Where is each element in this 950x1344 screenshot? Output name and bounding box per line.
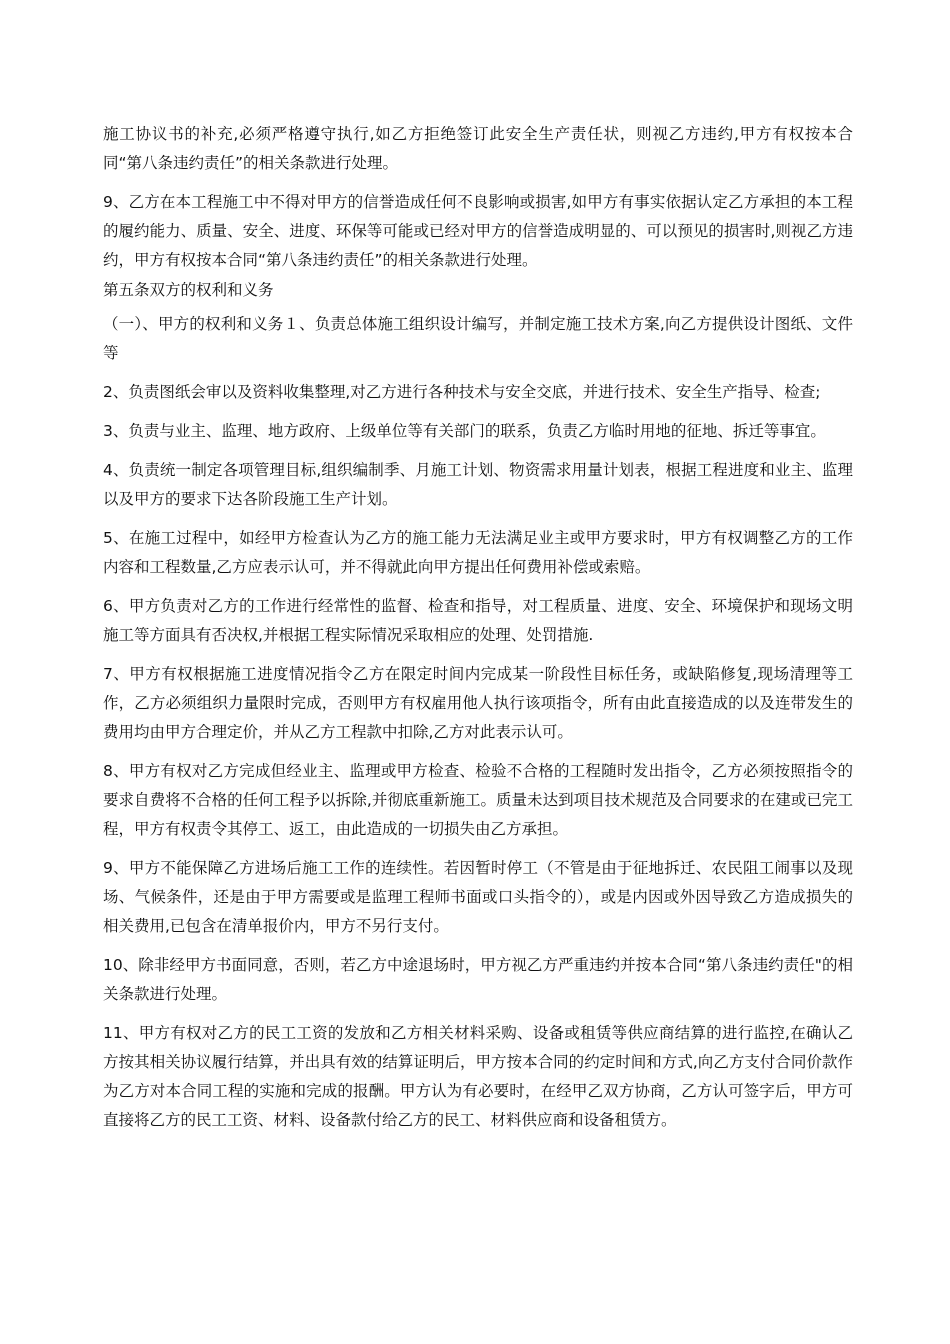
paragraph-party-a-item-9: 9、甲方不能保障乙方进场后施工工作的连续性。若因暂时停工（不管是由于征地拆迁、农民阻工闹事以及现场、气候条件，还是由于甲方需要或是监理工程师书面或口头指令的），或是内因或外因导致乙方造成损失的相关费用,已包含在清单报价内，甲方不另行支付。 [103,859,853,935]
document-body [103,120,853,1145]
paragraph-party-a-item-8: 8、甲方有权对乙方完成但经业主、监理或甲方检查、检验不合格的工程随时发出指令，乙方必须按照指令的要求自费将不合格的任何工程予以拆除,并彻底重新施工。质量未达到项目技术规范及合同要求的在建或已完工程，甲方有权责令其停工、返工，由此造成的一切损失由乙方承担。 [103,762,853,838]
paragraph-party-a-item-3: 3、负责与业主、监理、地方政府、上级单位等有关部门的联系，负责乙方临时用地的征地、拆迁等事宜。 [103,422,826,440]
paragraph-safety-liability: 施工协议书的补充,必须严格遵守执行,如乙方拒绝签订此安全生产责任状，则视乙方违约,甲方有权按本合同“第八条违约责任”的相关条款进行处理。 [103,125,853,172]
paragraph-party-a-item-2: 2、负责图纸会审以及资料收集整理,对乙方进行各种技术与安全交底，并进行技术、安全生产指导、检查; [103,383,821,401]
paragraph-party-a-item-4: 4、负责统一制定各项管理目标,组织编制季、月施工计划、物资需求用量计划表，根据工程进度和业主、监理以及甲方的要求下达各阶段施工生产计划。 [103,461,853,508]
paragraph-party-a-item-10: 10、除非经甲方书面同意，否则，若乙方中途退场时，甲方视乙方严重违约并按本合同“第八条违约责任"的相关条款进行处理。 [103,956,853,1003]
paragraph-party-a-item-11: 11、甲方有权对乙方的民工工资的发放和乙方相关材料采购、设备或租赁等供应商结算的进行监控,在确认乙方按其相关协议履行结算，并出具有效的结算证明后，甲方按本合同的约定时间和方式,向乙方支付合同价款作为乙方对本合同工程的实施和完成的报酬。甲方认为有必要时，在经甲乙双方协商，乙方认可签字后，甲方可直接将乙方的民工工资、材料、设备款付给乙方的民工、材料供应商和设备租赁方。 [103,1024,853,1129]
paragraph-item-9-reputation: 9、乙方在本工程施工中不得对甲方的信誉造成任何不良影响或损害,如甲方有事实依据认定乙方承担的本工程的履约能力、质量、安全、进度、环保等可能或已经对甲方的信誉造成明显的、可以预见的损害时,则视乙方违约，甲方有权按本合同“第八条违约责任”的相关条款进行处理。 [103,193,853,269]
paragraph-party-a-item-5: 5、在施工过程中，如经甲方检查认为乙方的施工能力无法满足业主或甲方要求时，甲方有权调整乙方的工作内容和工程数量,乙方应表示认可，并不得就此向甲方提出任何费用补偿或索赔。 [103,529,853,576]
paragraph-party-a-item-7: 7、甲方有权根据施工进度情况指令乙方在限定时间内完成某一阶段性目标任务，或缺陷修复,现场清理等工作，乙方必须组织力量限时完成，否则甲方有权雇用他人执行该项指令，所有由此直接造成的以及连带发生的费用均由甲方合理定价，并从乙方工程款中扣除,乙方对此表示认可。 [103,665,853,741]
paragraph-party-a-item-1: （一）、甲方的权利和义务１、负责总体施工组织设计编写，并制定施工技术方案,向乙方提供设计图纸、文件等 [103,315,853,362]
section-heading-article-5: 第五条双方的权利和义务 [103,281,274,299]
paragraph-party-a-item-6: 6、甲方负责对乙方的工作进行经常性的监督、检查和指导，对工程质量、进度、安全、环境保护和现场文明施工等方面具有否决权,并根据工程实际情况采取相应的处理、处罚措施. [103,597,853,644]
